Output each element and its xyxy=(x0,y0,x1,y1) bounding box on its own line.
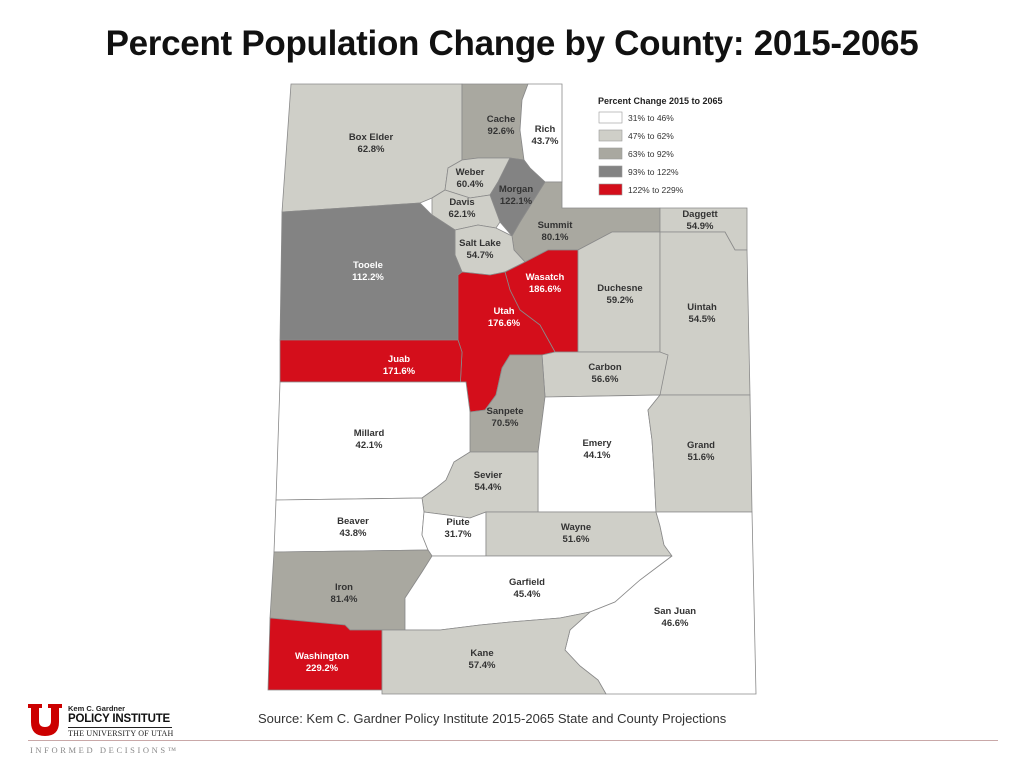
county-value-juab: 171.6% xyxy=(382,366,416,377)
county-label-iron: Iron xyxy=(335,582,353,593)
county-value-carbon: 56.6% xyxy=(591,374,619,385)
svg-text:Piute31.7% xyxy=(445,517,472,540)
svg-text:Davis62.1% xyxy=(449,197,476,220)
county-value-millard: 42.1% xyxy=(355,440,383,451)
county-label-wasatch: Wasatch xyxy=(525,272,565,283)
county-label-weber: Weber xyxy=(455,167,485,178)
svg-text:Morgan122.1% xyxy=(499,184,534,207)
county-label-box-elder: Box Elder xyxy=(348,132,394,143)
svg-text:Uintah54.5% xyxy=(687,302,717,325)
legend-swatch xyxy=(599,166,622,177)
map-legend xyxy=(598,96,723,195)
county-label-piute: Piute xyxy=(446,517,470,528)
svg-text:Millard42.1% xyxy=(354,428,385,451)
svg-text:Weber60.4% xyxy=(456,167,485,190)
svg-text:Grand51.6% xyxy=(687,440,715,463)
svg-text:Sevier54.4% xyxy=(474,470,503,493)
university-u-logo-icon xyxy=(28,704,62,736)
county-label-millard: Millard xyxy=(353,428,385,439)
county-label-summit: Summit xyxy=(537,220,573,231)
legend-label: 93% to 122% xyxy=(628,167,679,177)
county-value-iron: 81.4% xyxy=(330,594,358,605)
county-label-davis: Davis xyxy=(449,197,475,208)
svg-text:Summit80.1% xyxy=(538,220,574,243)
svg-text:Garfield45.4% xyxy=(509,577,545,600)
county-value-beaver: 43.8% xyxy=(339,528,367,539)
county-value-utah: 176.6% xyxy=(487,318,521,329)
county-value-grand: 51.6% xyxy=(687,452,715,463)
svg-text:Rich43.7% xyxy=(532,124,559,147)
county-label-cache: Cache xyxy=(486,114,516,125)
county-value-wasatch: 186.6% xyxy=(528,284,562,295)
logo-university-text: THE UNIVERSITY OF UTAH xyxy=(68,729,174,738)
source-note: Source: Kem C. Gardner Policy Institute 2015-2065 State and County Projections xyxy=(258,711,727,726)
county-value-duchesne: 59.2% xyxy=(606,295,634,306)
county-value-garfield: 45.4% xyxy=(513,589,541,600)
county-label-morgan: Morgan xyxy=(498,184,534,195)
county-value-uintah: 54.5% xyxy=(688,314,716,325)
county-label-utah: Utah xyxy=(493,306,515,317)
county-label-kane: Kane xyxy=(470,648,494,659)
svg-text:Daggett54.9% xyxy=(682,209,718,232)
county-value-daggett: 54.9% xyxy=(686,221,714,232)
county-value-cache: 92.6% xyxy=(487,126,515,137)
county-value-weber: 60.4% xyxy=(456,179,484,190)
svg-text:Carbon56.6% xyxy=(588,362,621,385)
logo-tagline: INFORMED DECISIONS™ xyxy=(30,745,179,755)
county-label-sevier: Sevier xyxy=(473,470,503,481)
county-label-duchesne: Duchesne xyxy=(597,283,643,294)
county-label-carbon: Carbon xyxy=(588,362,622,373)
county-value-emery: 44.1% xyxy=(583,450,611,461)
county-value-box-elder: 62.8% xyxy=(357,144,385,155)
county-label-garfield: Garfield xyxy=(509,577,545,588)
county-label-san-juan: San Juan xyxy=(653,606,697,617)
county-value-salt-lake: 54.7% xyxy=(466,250,494,261)
county-value-davis: 62.1% xyxy=(448,209,476,220)
county-label-beaver: Beaver xyxy=(337,516,369,527)
county-label-tooele: Tooele xyxy=(353,260,383,271)
svg-text:Wasatch186.6% xyxy=(526,272,565,295)
legend-swatch xyxy=(599,130,622,141)
county-label-emery: Emery xyxy=(582,438,612,449)
svg-text:Beaver43.8% xyxy=(337,516,369,539)
svg-text:Kane57.4% xyxy=(469,648,496,671)
county-label-grand: Grand xyxy=(687,440,715,451)
legend-label: 122% to 229% xyxy=(628,185,684,195)
svg-text:Cache92.6% xyxy=(487,114,516,137)
svg-text:Emery44.1% xyxy=(582,438,612,461)
policy-institute-logo xyxy=(28,704,228,760)
logo-divider xyxy=(68,727,172,728)
county-value-sevier: 54.4% xyxy=(474,482,502,493)
logo-small-text: Kem C. Gardner xyxy=(68,704,126,713)
county-value-morgan: 122.1% xyxy=(499,196,533,207)
county-value-piute: 31.7% xyxy=(444,529,472,540)
county-value-kane: 57.4% xyxy=(468,660,496,671)
county-label-uintah: Uintah xyxy=(687,302,717,313)
county-label-washington: Washington xyxy=(295,651,349,662)
county-value-summit: 80.1% xyxy=(541,232,569,243)
legend-swatch xyxy=(599,148,622,159)
county-label-salt-lake: Salt Lake xyxy=(459,238,501,249)
county-value-washington: 229.2% xyxy=(305,663,339,674)
county-value-wayne: 51.6% xyxy=(562,534,590,545)
county-label-daggett: Daggett xyxy=(682,209,718,220)
county-value-sanpete: 70.5% xyxy=(491,418,519,429)
legend-label: 31% to 46% xyxy=(628,113,674,123)
county-label-rich: Rich xyxy=(534,124,556,135)
legend-title: Percent Change 2015 to 2065 xyxy=(598,96,723,106)
county-label-wayne: Wayne xyxy=(560,522,592,533)
logo-main-text: POLICY INSTITUTE xyxy=(68,713,171,725)
county-value-san-juan: 46.6% xyxy=(661,618,689,629)
page-title: Percent Population Change by County: 2015-2065 xyxy=(105,24,919,63)
svg-text:Wayne51.6% xyxy=(561,522,591,545)
svg-text:Tooele112.2% xyxy=(352,260,384,283)
county-label-juab: Juab xyxy=(387,354,411,365)
legend-swatch xyxy=(599,112,622,123)
county-value-rich: 43.7% xyxy=(531,136,559,147)
county-label-sanpete: Sanpete xyxy=(486,406,524,417)
county-value-tooele: 112.2% xyxy=(352,272,384,283)
legend-swatch xyxy=(599,184,622,195)
legend-label: 47% to 62% xyxy=(628,131,674,141)
svg-text:Sanpete70.5% xyxy=(487,406,524,429)
legend-label: 63% to 92% xyxy=(628,149,674,159)
